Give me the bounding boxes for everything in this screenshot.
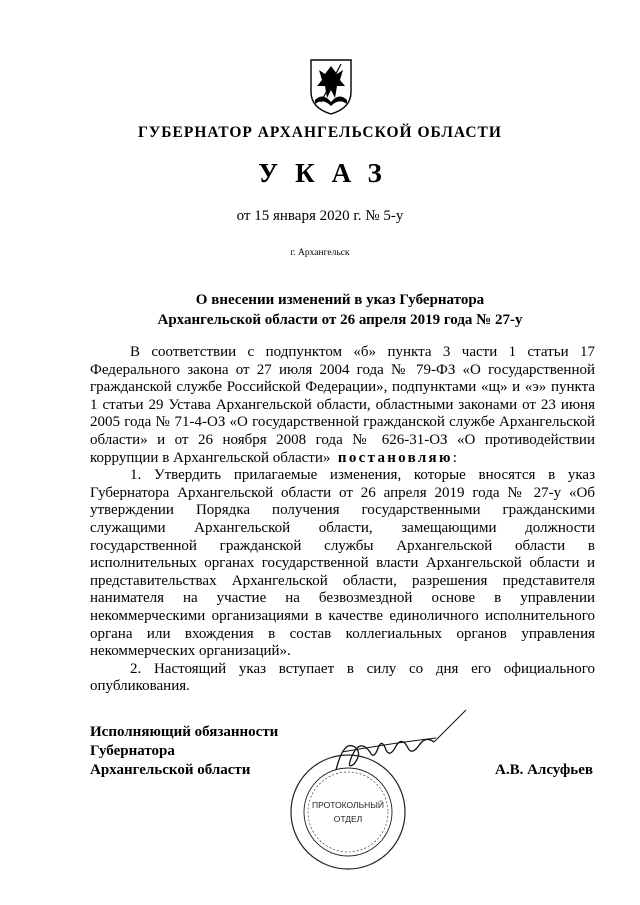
document-type: УКАЗ [258,158,399,188]
archangel-coat-of-arms-icon [307,56,355,116]
signatory-position-line-1: Исполняющий обязанности [90,724,279,740]
handwritten-signature [316,708,476,788]
preamble-text: В соответствии с подпунктом «б» пункта 3 части 1 статьи 17 Федерального закона от 27 июля 2004 года № 79-ФЗ «О государственной гражданской службе Российской Федерации», подпунктами «щ» и «э» пункта 1 статьи 29 Устава Архангельской области, областными законами от 23 июня 2005 года № 71-4-ОЗ «О государственной гражданской службе Архангельской области» и от 26 ноября 2008 года № 626-31-ОЗ «О противодействии коррупции в Архангельской области» [90,344,595,466]
document-body [90,344,595,696]
stamp-text-1: ПРОТОКОЛЬНЫЙ [312,800,384,810]
document-date-number: от 15 января 2020 г. № 5-у [236,208,404,224]
clause-2-paragraph: 2. Настоящий указ вступает в силу со дня его официального опубликования. [90,660,595,695]
preamble-paragraph [90,344,595,467]
title-line-1: О внесении изменений в указ Губернатора [195,292,485,308]
preamble-end: : [452,449,457,466]
issuing-authority: ГУБЕРНАТОР АРХАНГЕЛЬСКОЙ ОБЛАСТИ [138,124,502,141]
signatory-name: А.В. Алсуфьев [495,762,593,778]
document-city: г. Архангельск [290,248,350,258]
stamp-text-2: ОТДЕЛ [333,814,363,824]
signatory-position-line-3: Архангельской области [90,762,251,778]
document-title [90,290,590,330]
signatory-position [90,723,278,780]
resolution-keyword: постановляю [337,449,453,466]
title-line-2: Архангельской области от 26 апреля 2019 года № 27-у [157,312,523,328]
signatory-position-line-2: Губернатора [90,743,175,759]
clause-1-paragraph: 1. Утвердить прилагаемые изменения, которые вносятся в указ Губернатора Архангельской области от 26 апреля 2019 года № 27-у «Об утверждении Порядка получения государственными гражданскими служащими Архангельской области, замещающими должности государственной гражданской службы Архангельской области в исполнительных органах государственной власти Архангельской области и представительствах Архангельской области, разрешения представителя нанимателя на участие на безвозмездной основе в управлении некоммерческими организациями в качестве единоличного исполнительного органа или вхождения в состав коллегиальных органов управления некоммерческих организаций». [90,467,595,660]
